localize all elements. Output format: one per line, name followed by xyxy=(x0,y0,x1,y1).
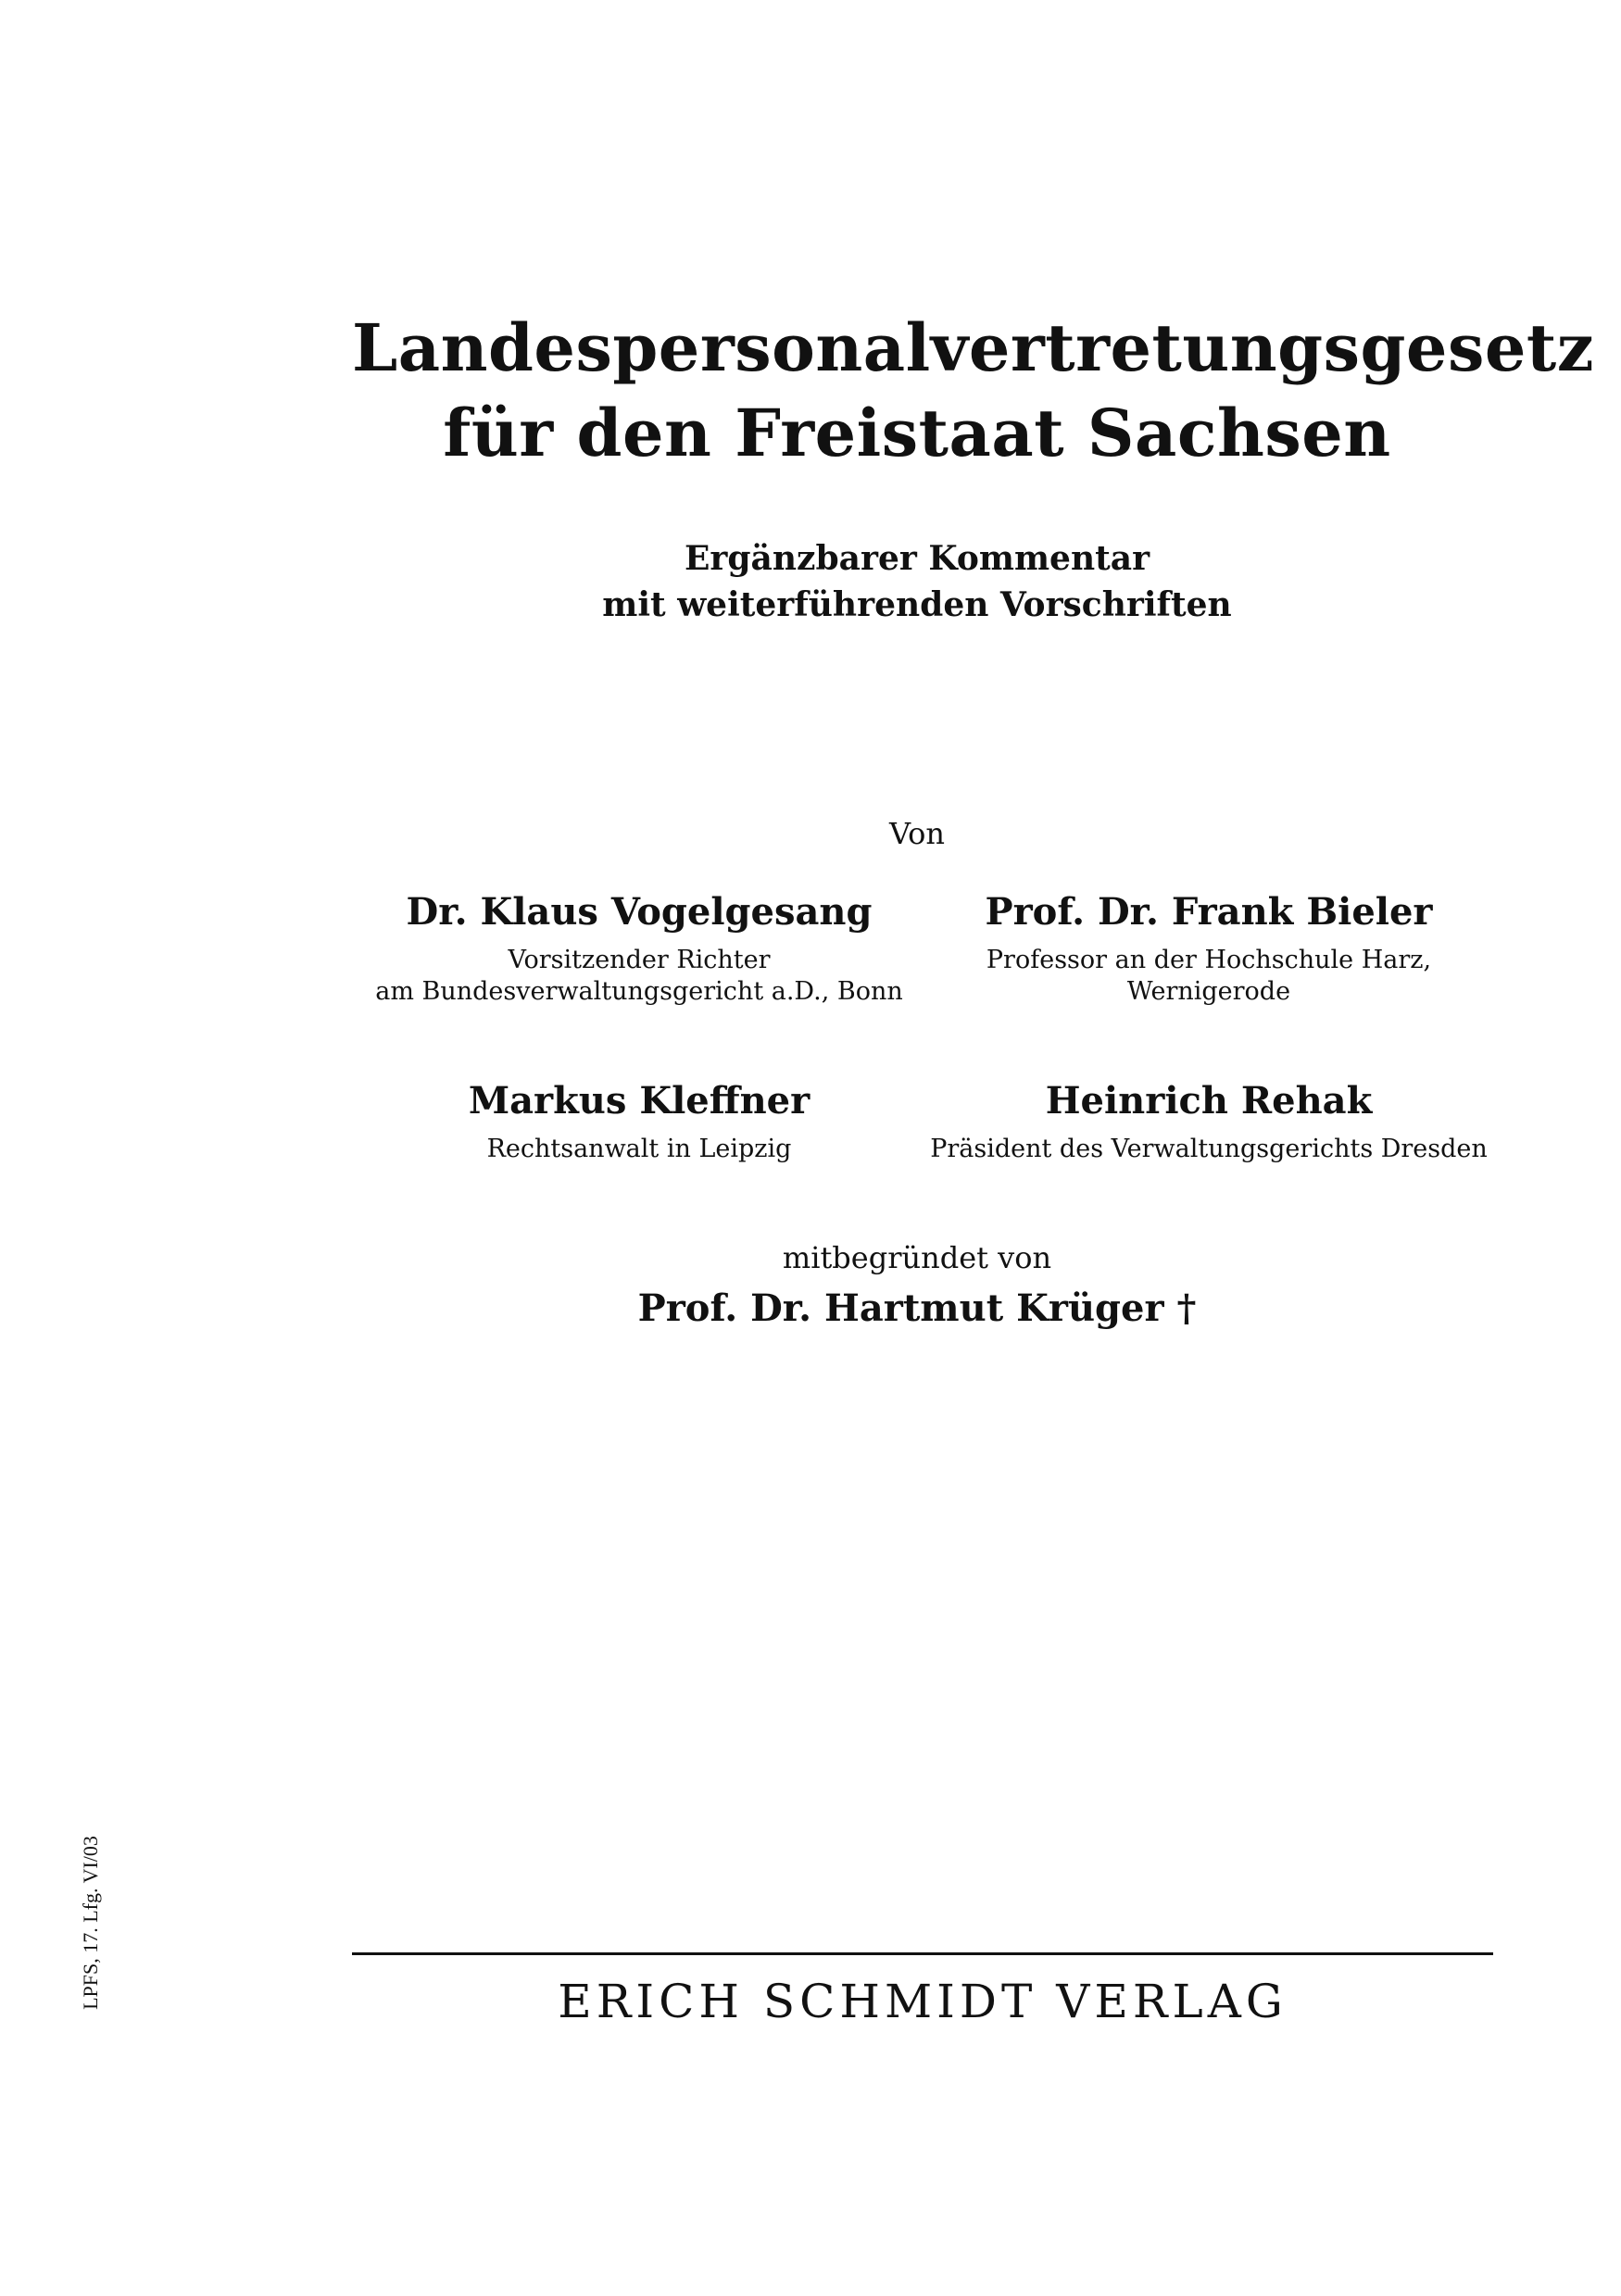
book-subtitle-line-2: mit weiterführenden Vorschriften xyxy=(602,585,1232,624)
book-subtitle xyxy=(352,535,1482,628)
author-name: Dr. Klaus Vogelgesang xyxy=(406,890,873,934)
book-title-line-2: für den Freistaat Sachsen xyxy=(443,395,1391,471)
publisher-name: ERICH SCHMIDT VERLAG xyxy=(558,1975,1288,2028)
author-name: Prof. Dr. Frank Bieler xyxy=(985,890,1433,934)
author-role: Rechtsanwalt in Leipzig xyxy=(486,1135,792,1163)
author-vogelgesang xyxy=(343,889,936,1008)
author-kleffner xyxy=(343,1078,936,1165)
book-title xyxy=(352,306,1594,476)
by-label: Von xyxy=(888,816,946,851)
edition-note: LPFS, 17. Lfg. VI/03 xyxy=(79,1836,102,2010)
author-bieler xyxy=(912,889,1505,1008)
cofounder-name: Prof. Dr. Hartmut Krüger † xyxy=(637,1286,1197,1330)
author-rehak xyxy=(912,1078,1505,1165)
book-title-line-1: Landespersonalvertretungsgesetz xyxy=(352,309,1594,386)
author-name: Markus Kleffner xyxy=(468,1079,810,1123)
cofounded-label: mitbegründet von xyxy=(782,1240,1052,1275)
author-name: Heinrich Rehak xyxy=(1045,1079,1373,1123)
author-role: Vorsitzender Richter xyxy=(508,946,771,974)
author-role: Präsident des Verwaltungsgerichts Dresden xyxy=(930,1135,1488,1163)
author-role: Wernigerode xyxy=(1126,977,1291,1006)
book-subtitle-line-1: Ergänzbarer Kommentar xyxy=(684,539,1150,578)
author-role: am Bundesverwaltungsgericht a.D., Bonn xyxy=(375,977,903,1006)
publisher-divider xyxy=(352,1952,1493,1955)
author-role: Professor an der Hochschule Harz, xyxy=(986,946,1432,974)
